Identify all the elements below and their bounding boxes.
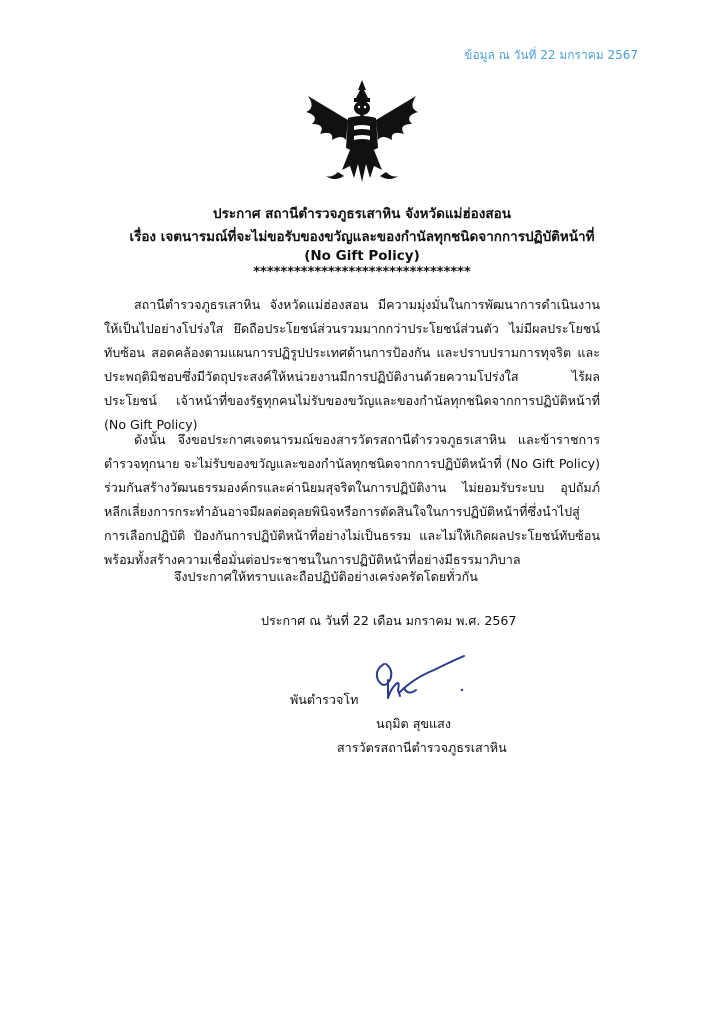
announcement-subject: เรื่อง เจตนารมณ์ที่จะไม่ขอรับของขวัญและของกำนัลทุกชนิดจากการปฏิบัติหน้าที่	[129, 229, 595, 245]
heading-separator: ********************************	[253, 265, 471, 280]
body-paragraph-1: สถานีตำรวจภูธรเสาหิน จังหวัดแม่ฮ่องสอน มีความมุ่งมั่นในการพัฒนาการดำเนินงานให้เป็นไปอย่างโปร่งใส ยึดถือประโยชน์ส่วนรวมมากกว่าประโยชน์ส่วนตัว ไม่มีผลประโยชน์ทับซ้อน สอดคล้องตามแผนการปฏิรูปประเทศด้านการป้องกัน และปราบปรามการทุจริต และประพฤติมิชอบซึ่งมีวัตถุประสงค์ให้หน่วยงานมีการปฏิบัติงานด้วยความโปร่งใส ไร้ผลประโยชน์ เจ้าหน้าที่ของรัฐทุกคนไม่รับของขวัญและของกำนัลทุกชนิดจากการปฏิบัติหน้าที่ (No Gift Policy)	[104, 297, 600, 432]
policy-name: (No Gift Policy)	[304, 248, 420, 264]
garuda-emblem-icon	[298, 78, 426, 188]
signer-rank: พันตำรวจโท	[290, 692, 359, 707]
body-paragraph-2: ดังนั้น จึงขอประกาศเจตนารมณ์ของสารวัตรสถานีตำรวจภูธรเสาหิน และข้าราชการตำรวจทุกนาย จะไม่รับของขวัญและของกำนัลทุกชนิดจากการปฏิบัติหน้าที่ (No Gift Policy) ร่วมกันสร้างวัฒนธรรมองค์กรและค่านิยมสุจริตในการปฏิบัติงาน ไม่ยอมรับระบบ อุปถัมภ์ หลีกเลี่ยงการกระทำอันอาจมีผลต่อดุลยพินิจหรือการตัดสินใจในการปฏิบัติหน้าที่ซึ่งนำไปสู่การเลือกปฏิบัติ ป้องกันการปฏิบัติหน้าที่อย่างไม่เป็นธรรม และไม่ให้เกิดผลประโยชน์ทับซ้อน พร้อมทั้งสร้างความเชื่อมั่นต่อประชาชนในการปฏิบัติหน้าที่อย่างมีธรรมาภิบาล	[104, 432, 600, 567]
data-date-note: ข้อมูล ณ วันที่ 22 มกราคม 2567	[464, 48, 638, 62]
signer-position: สารวัตรสถานีตำรวจภูธรเสาหิน	[337, 740, 507, 755]
body-paragraph-3: จึงประกาศให้ทราบและถือปฏิบัติอย่างเคร่งครัดโดยทั่วกัน	[174, 569, 478, 584]
announcement-title: ประกาศ สถานีตำรวจภูธรเสาหิน จังหวัดแม่ฮ่องสอน	[213, 206, 511, 222]
handwritten-signature	[364, 650, 474, 702]
announcement-date: ประกาศ ณ วันที่ 22 เดือน มกราคม พ.ศ. 2567	[261, 613, 517, 628]
signer-name: นฤมิต สุขแสง	[376, 716, 451, 731]
